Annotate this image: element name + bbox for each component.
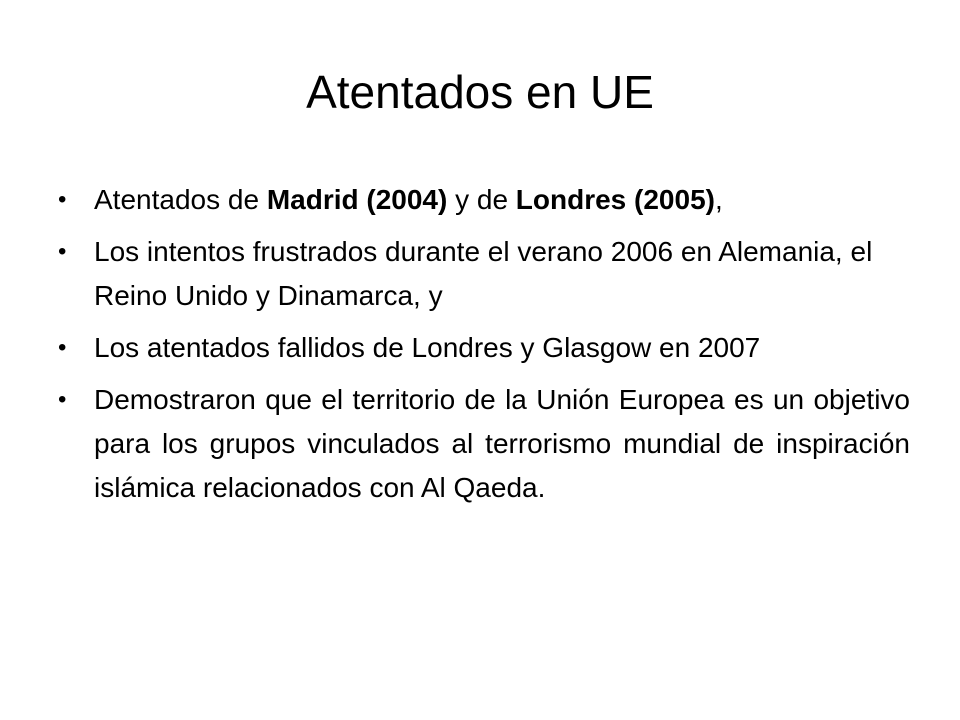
bullet-item-frustrated-attempts [56,230,910,318]
slide-title: Atentados en UE [306,66,654,118]
bullet-bold-madrid: Madrid (2004) [266,184,448,215]
bullet-text: Los intentos frustrados durante el verano 2006 en Alemania, el Reino Unido y Dinamarca, y [94,236,873,311]
bullet-dot-icon: • [58,186,67,213]
bullet-text: Demostraron que el territorio de la Unión Europea es un objetivo para los grupos vinculados al terrorismo mundial de inspiración islámica relacionados con Al Qaeda. [94,384,910,503]
bullet-text-part: Atentados de [94,184,267,215]
bullet-list [56,178,910,518]
bullet-dot-icon: • [58,238,67,265]
bullet-text-part: , [714,184,723,215]
bullet-dot-icon: • [58,386,67,413]
bullet-item-attacks [56,178,910,222]
bullet-item-conclusion [56,378,910,510]
bullet-dot-icon: • [58,334,67,361]
bullet-item-failed-attacks [56,326,910,370]
bullet-bold-londres: Londres (2005) [515,184,715,215]
bullet-text: Los atentados fallidos de Londres y Glasgow en 2007 [94,332,761,363]
bullet-text-part: y de [447,184,516,215]
